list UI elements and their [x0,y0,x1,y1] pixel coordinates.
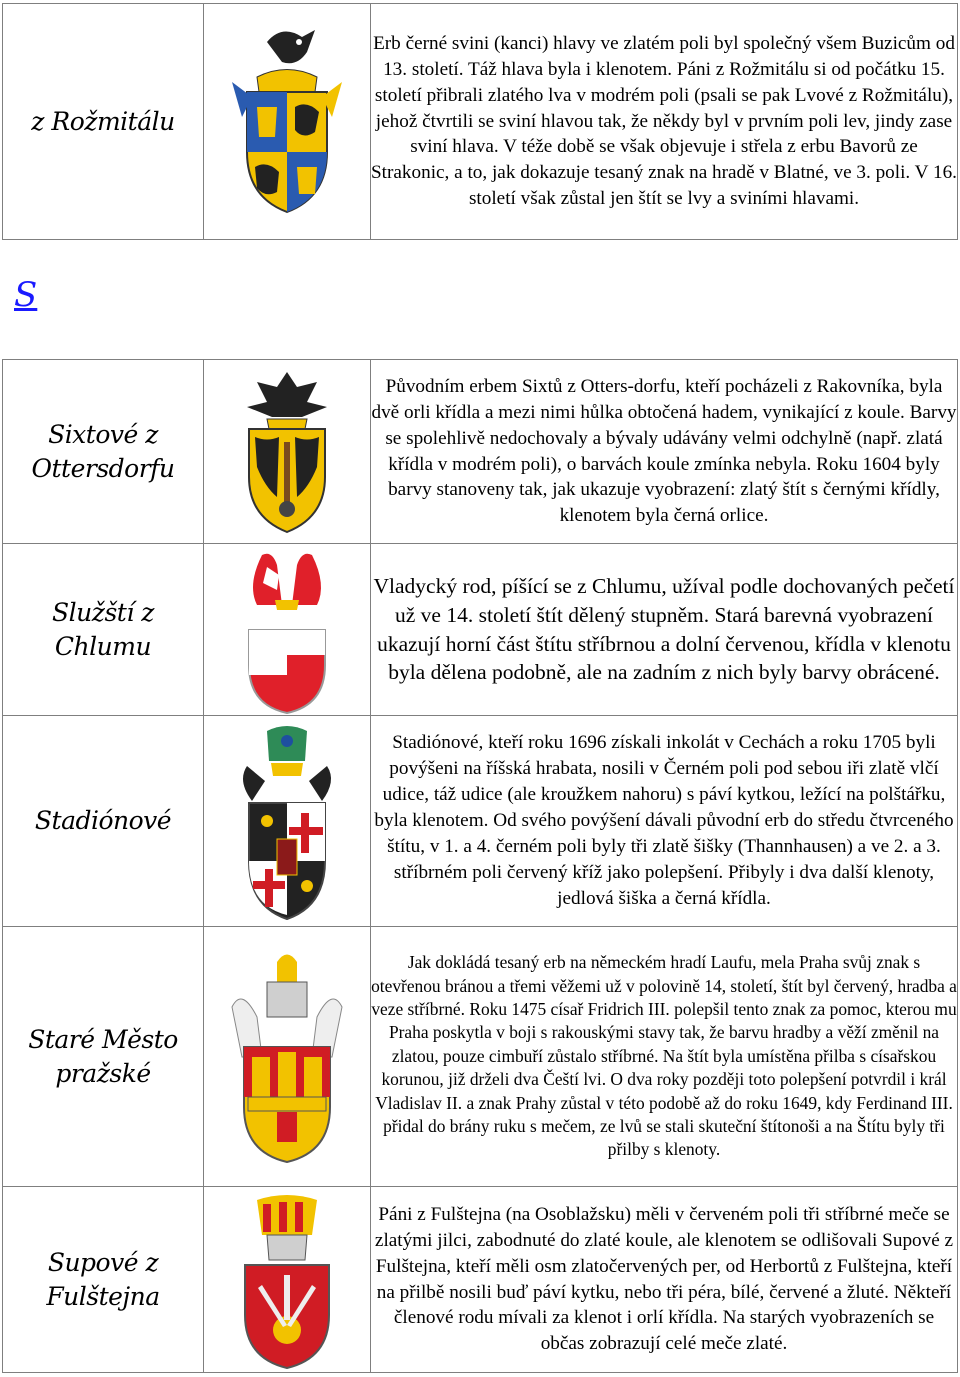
crest-cell [204,927,371,1187]
table-row [3,927,958,1187]
coat-of-arms-sup-icon [227,1190,347,1370]
description: Vladycký rod, píšící se z Chlumu, užíval podle dochovaných pečetí už ve 14. století štít dělený stupněm. Stará barevná vyobrazení ukazují horní část štítu stříbrnou a dolní červenou, křídla v klenotu byla dělena podobně, ale na zadním z nich byly barvy obrácené. [371,544,958,716]
table-row [3,1187,958,1373]
description: Původním erbem Sixtů z Otters-dorfu, kteří pocházeli z Rakovníka, byla dvě orli křídla a mezi nimi hůlka obtočená hadem, vynikající z koule. Barvy se spolehlivě nedochovaly a bývaly udávány velmi odchylně (např. zlatá křídla v modrém poli), o barvách koule zmínka nebyla. Roku 1604 byly barvy stanoveny tak, jak ukazuje vyobrazení: zlatý štít s černými křídly, klenotem byla černá orlice. [371,360,958,544]
family-name-sixt: Sixtové z Ottersdorfu [3,360,204,544]
family-name-prague: Staré Město pražské [3,927,204,1187]
coat-of-arms-stadion-icon [227,721,347,921]
coat-of-arms-rozmital-icon [227,22,347,222]
family-name-sluzsky: Služští z Chlumu [3,544,204,716]
description: Erb černé svini (kanci) hlavy ve zlatém poli byl společný všem Buzicům od 13. století. Táž hlava byla i klenotem. Páni z Rožmitálu si od počátku 15. století přibrali zlatého lva v modrém poli (psali se pak Lvové z Rožmitálu), jehož čtvrtili se sviní hlavou tak, že někdy byl v prvním poli lev, jindy zase sviní hlava. V téže době se však objevuje i střela z erbu Bavorů ze Strakonic, a to, jak dokazuje tesaný znak na hradě v Blatné, ve 3. poli. V 16. století však zůstal jen štít se lvy a sviními hlavami. [371,4,958,240]
crest-cell [204,360,371,544]
table-row [3,716,958,927]
coat-of-arms-sluzsky-icon [227,545,347,715]
main-table [2,359,958,1373]
section-letter-link[interactable]: S [14,275,38,315]
crest-cell [204,544,371,716]
family-name-sup: Supové z Fulštejna [3,1187,204,1373]
coat-of-arms-prague-old-town-icon [222,947,352,1167]
description: Páni z Fulštejna (na Osoblažsku) měli v červeném poli tři stříbrné meče se zlatými jilci, zabodnuté do zlaté koule, ale klenotem se odlišovali Supové z Fulštejna, kteří měli osm zlatočervených per, od Herbortů z Fulštejna, kteří na přilbě nosili buď páví kytku, nebo tři péra, bílé, červené a žluté. Někteří členové rodu mívali za klenot i orlí křídla. Na starých vyobrazeních se občas zobrazují celé meče zlaté. [371,1187,958,1373]
description: Stadiónové, kteří roku 1696 získali inkolát v Cechách a roku 1705 byli povýšeni na říšská hrabata, nosili v Černém poli pod sebou iři zlatě vlčí udice, táž udice (ale kroužkem nahoru) s páví kytkou, ležící na polštářku, byla klenotem. Od svého povýšení dávali původní erb do středu čtvrceného štítu, v 1. a 4. černém poli byly tři zlatě šišky (Thannhausen) a ve 2. a 3. stříbrném poli červený kříž jako polepšení. Přibyly i dva další klenoty, jedlová šiška a černá křídla. [371,716,958,927]
table-row [3,544,958,716]
top-table [2,3,958,240]
crest-cell [204,716,371,927]
family-name-rozmital: z Rožmitálu [3,4,204,240]
description: Jak dokládá tesaný erb na německém hradí Laufu, mela Praha svůj znak s otevřenou bránou a třemi věžemi už v polovině 14, století, štít byl červený, hradba a veze stříbrné. Roku 1475 císař Fridrich III. polepšil tento znak za pomoc, kterou mu Praha poskytla v boji s rakouskými stavy tak, že barvu hradby a věží změnil na zlatou, pouze cimbuří zůstalo stříbrné. Na štít byla umístěna přilba s císařskou korunou, již drželi dva Čeští lvi. O dva roky později toto polepšení potvrdil i král Vladislav II. a znak Prahy zůstal v této podobě až do roku 1649, kdy Ferdinand III. přidal do brány ruku s mečem, ze lvů se stali skuteční štítonoši a na Štítu byly tři přilby s klenoty. [371,927,958,1187]
coat-of-arms-sixt-icon [227,367,347,537]
table-row [3,4,958,240]
crest-cell [204,4,371,240]
family-name-stadion: Stadiónové [3,716,204,927]
table-row [3,360,958,544]
crest-cell [204,1187,371,1373]
